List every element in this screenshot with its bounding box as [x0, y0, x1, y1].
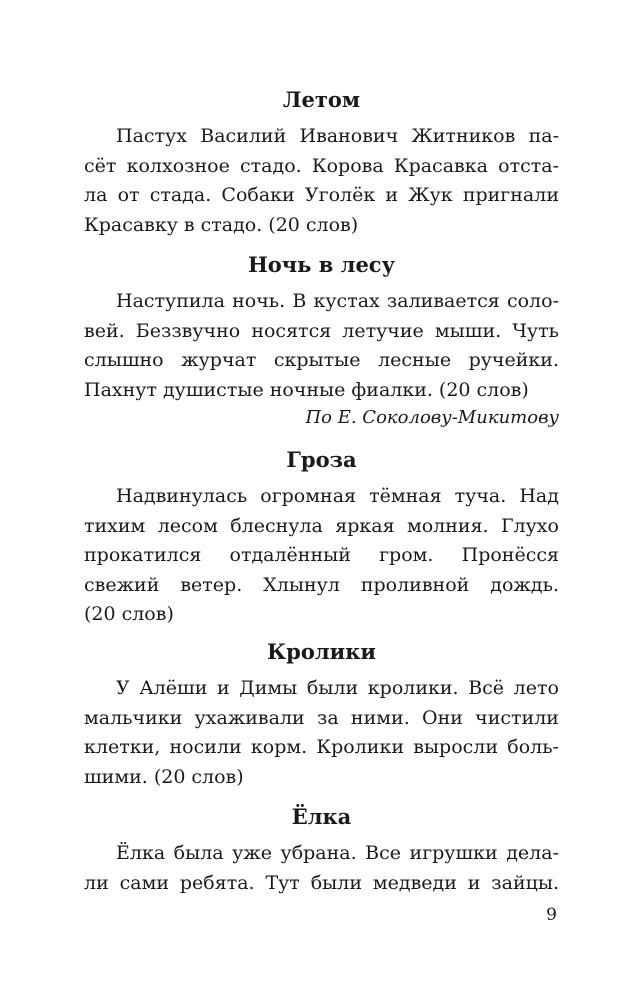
word: слышно	[84, 349, 164, 371]
word: Хлынул	[263, 573, 340, 596]
word: (20	[438, 378, 471, 401]
word: ними.	[350, 706, 410, 729]
word: слов)	[305, 213, 359, 236]
word: (20	[84, 603, 116, 625]
word: убрана.	[280, 842, 357, 864]
text-line	[84, 869, 559, 899]
text-line	[84, 600, 559, 630]
section-title: Кролики	[267, 639, 376, 664]
text-line	[84, 674, 559, 704]
word: дождь.	[490, 573, 559, 596]
word: Жук	[408, 184, 453, 206]
word: Надвинулась	[116, 485, 248, 507]
word: прокатился	[84, 544, 202, 566]
text-line	[84, 482, 559, 512]
text-line	[84, 376, 559, 406]
word: Собаки	[221, 184, 295, 206]
word: были	[310, 871, 362, 894]
text-line	[84, 287, 559, 317]
word: кролики.	[367, 677, 459, 699]
word: В	[292, 290, 307, 312]
word: стада.	[149, 184, 212, 206]
text-line	[84, 704, 559, 734]
section-yolka	[84, 805, 559, 898]
word: Кролики	[316, 736, 404, 758]
word: ночные	[269, 378, 346, 401]
word: отста-	[498, 154, 559, 177]
word: чистили	[475, 706, 559, 729]
word: выросли	[413, 736, 499, 758]
word: Алёши	[139, 677, 208, 699]
text-line	[84, 181, 559, 211]
word: кустах	[313, 290, 380, 312]
word: молния.	[406, 514, 489, 537]
word: и	[385, 184, 399, 206]
word: душистые	[162, 378, 264, 401]
word: мыши.	[434, 319, 502, 342]
text-line	[84, 763, 559, 793]
section-letom	[84, 88, 559, 240]
text-line	[84, 317, 559, 347]
word: корм.	[250, 736, 308, 758]
word: Всё	[468, 677, 505, 699]
word: Уголёк	[304, 184, 376, 206]
word: Василий	[200, 125, 287, 147]
text-line	[84, 152, 559, 182]
word: стадо.	[240, 154, 302, 177]
word: медведи	[372, 871, 457, 894]
text-line	[84, 733, 559, 763]
word: сёт	[84, 154, 117, 177]
word: ухаживали	[194, 706, 305, 729]
word: тёмная	[369, 485, 442, 507]
word: летучие	[342, 319, 424, 342]
text-line	[84, 839, 559, 869]
word: Житников	[411, 125, 516, 147]
word: тихим	[84, 514, 146, 537]
text-line	[84, 211, 559, 241]
word: Пахнут	[84, 378, 157, 401]
word: зайцы.	[491, 871, 559, 894]
word: ла	[84, 184, 108, 206]
word: Они	[422, 706, 463, 729]
word: (20	[268, 213, 300, 236]
word: дела-	[506, 842, 559, 864]
word: журчат	[181, 349, 257, 371]
page-number: 9	[546, 905, 557, 925]
word: носили	[169, 736, 242, 758]
word: туча.	[454, 485, 507, 507]
word: были	[306, 677, 359, 699]
word: лето	[513, 677, 559, 699]
word: блеснула	[230, 514, 323, 537]
section-text	[84, 839, 559, 898]
word: Все	[365, 842, 402, 864]
word: скрытые	[273, 349, 361, 371]
section-text	[84, 674, 559, 792]
section-text	[84, 122, 559, 240]
word: была	[173, 842, 224, 864]
text-line	[84, 346, 559, 376]
word: Иванович	[299, 125, 399, 147]
word: Глухо	[500, 514, 559, 537]
word: клетки,	[84, 736, 161, 758]
word: У	[116, 677, 130, 699]
text-line	[84, 122, 559, 152]
word: проливной	[360, 573, 470, 596]
word: мальчики	[84, 706, 183, 729]
word: носятся	[251, 319, 332, 342]
word: слов)	[191, 765, 244, 788]
word: слов)	[121, 603, 174, 625]
word: стадо.	[200, 213, 263, 236]
word: Беззвучно	[135, 319, 241, 342]
word: уже	[232, 842, 273, 864]
word: Чуть	[512, 319, 559, 342]
word: Ёлка	[116, 842, 166, 864]
word: вей.	[84, 319, 125, 342]
word: от	[117, 184, 140, 206]
word: (20	[153, 765, 186, 788]
word: за	[316, 706, 339, 729]
author-attribution: По Е. Соколову-Микитову	[305, 407, 559, 428]
section-text	[84, 482, 559, 630]
word: свежий	[84, 573, 160, 596]
word: лесные	[378, 349, 452, 371]
section-title: Ёлка	[291, 804, 352, 829]
word: огромная	[260, 485, 357, 507]
word: отдалённый	[229, 544, 351, 566]
word: лесом	[157, 514, 218, 537]
word: заливается	[386, 290, 500, 312]
word: Димы	[239, 677, 298, 699]
word: в	[183, 213, 195, 236]
word: яркая	[335, 514, 395, 537]
word: ребята.	[179, 871, 255, 894]
word: ночь.	[232, 290, 286, 312]
word: шими.	[84, 765, 148, 788]
word: и	[216, 677, 230, 699]
word: боль-	[507, 736, 559, 758]
word: фиалки.	[351, 378, 433, 401]
word: Над	[519, 485, 559, 507]
text-line	[84, 541, 559, 571]
word: слов)	[476, 378, 529, 401]
word: па-	[528, 125, 559, 147]
word: Наступила	[116, 290, 225, 312]
word: гром.	[379, 544, 434, 566]
section-groza	[84, 448, 559, 630]
section-noch-v-lesu	[84, 253, 559, 431]
word: сами	[119, 871, 170, 894]
word: Корова	[311, 154, 384, 177]
section-text	[84, 287, 559, 431]
word: колхозное	[126, 154, 230, 177]
text-line	[84, 571, 559, 601]
section-kroliki	[84, 640, 559, 792]
section-title: Ночь в лесу	[247, 252, 396, 277]
word: пригнали	[462, 184, 559, 206]
word: соло-	[506, 290, 559, 312]
word: ли	[84, 871, 109, 894]
word: игрушки	[409, 842, 498, 864]
section-title: Летом	[282, 87, 361, 112]
text-line	[84, 512, 559, 542]
word: Тут	[265, 871, 300, 894]
word: и	[467, 871, 481, 894]
word: Красавка	[393, 154, 488, 177]
word: Пастух	[116, 125, 187, 147]
section-title: Гроза	[286, 447, 357, 472]
word: ручейки.	[468, 349, 559, 371]
word: Пронёсся	[461, 544, 559, 566]
word: Красавку	[84, 213, 178, 236]
word: ветер.	[180, 573, 243, 596]
